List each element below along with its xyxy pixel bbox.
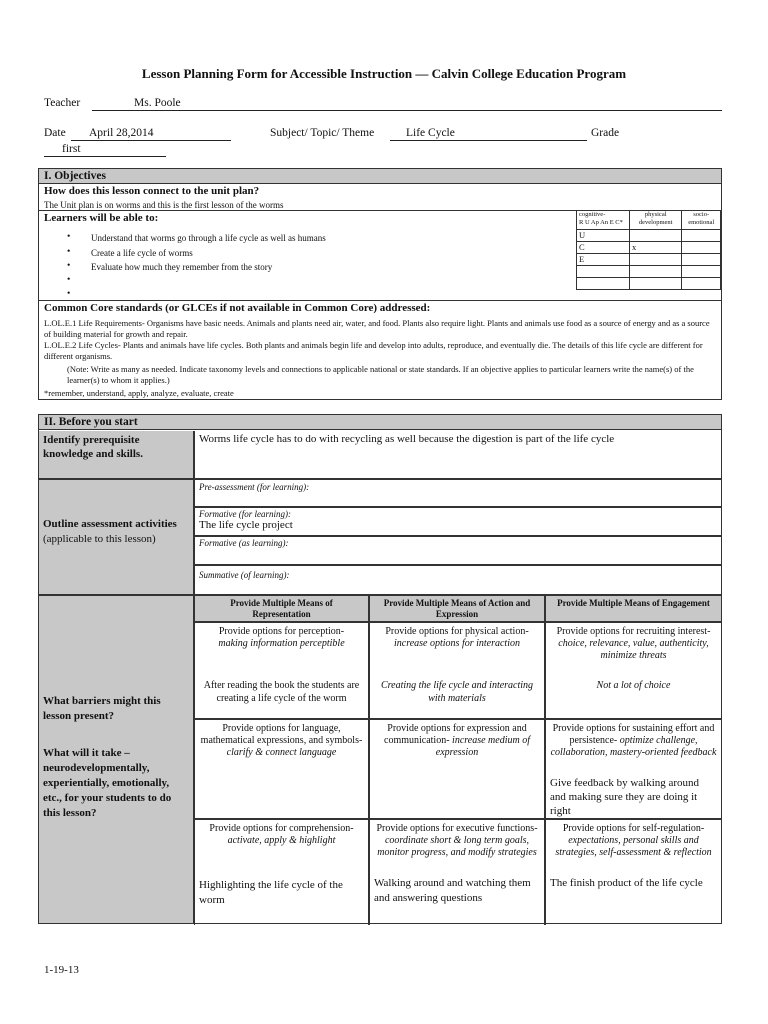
tax-cell <box>682 242 721 254</box>
udl-cell-physical-action: Provide options for physical action- increase options for interaction Creating the life cycle and interacting with materials <box>369 622 545 719</box>
standard-2: L.OL.E.2 Life Cycles- Plants and animals have life cycles. Both plants and animals begin life and develop into adults, reproduce, and eventually die. The details of this life cycle are different for different organisms. <box>44 340 703 361</box>
udl-header-action: Provide Multiple Means of Action and Expression <box>369 595 545 622</box>
udl-answer: Not a lot of choice <box>596 680 671 691</box>
subject-value: Life Cycle <box>406 127 455 139</box>
pre-assessment-cell <box>194 479 721 507</box>
tax-cell <box>629 278 681 290</box>
udl-answer: The finish product of the life cycle <box>550 877 703 889</box>
udl-cell-self-regulation: Provide options for self-regulation- expectations, personal skills and strategies, self-assessment & reflection The finish product of the life cycle <box>545 819 721 925</box>
formative-for-value: The life cycle project <box>199 519 293 531</box>
tax-cell <box>682 278 721 290</box>
formative-as-cell <box>194 536 721 565</box>
date-field <box>71 127 231 141</box>
summative-cell <box>194 565 721 595</box>
taxonomy-footnote: *remember, understand, apply, analyze, evaluate, create <box>44 388 234 398</box>
udl-cell-recruiting-interest: Provide options for recruiting interest- choice, relevance, value, authenticity, minimize threats Not a lot of choice <box>545 622 721 719</box>
footer-code: 1-19-13 <box>44 964 79 976</box>
tax-cell: x <box>629 242 681 254</box>
tax-cell: E <box>577 254 630 266</box>
barriers-question-1: What barriers might this lesson present? <box>43 695 161 722</box>
grade-field <box>44 143 166 157</box>
barriers-label-cell <box>39 595 194 923</box>
taxonomy-header-physical: physical development <box>629 211 681 230</box>
objectives-section: I. Objectives How does this lesson connect to the unit plan? The Unit plan is on worms and this is the first lesson of the worms Learners will be able to: • Understand that worms go through a life cycle as well as humans • Create a life cycle of worms • Evaluate how much they remember from the story • • cognitive- R U Ap An E C* physical development socio- emotional U C x E Common Core standards (or GLCEs if not available in Common Core) addressed: L.OL.E.1 Life Requirements- Organisms have basic needs. Animals and plants need air, water, and food. Plants also require light. Plants and animals use food as a source of energy and as a source of building material for growth and repair. L.OL.E.2 Life Cycles- Plants and animals have life cycles. Both plants and animals begin life and develop into adults, reproduce, and eventually die. The details of this life cycle are different for different organisms. (Note: Write as many as needed. Indicate taxonomy levels and connections to applicable national or state standards. If an objective applies to particular learners write the name(s) of the learner(s) to whom it applies.) *remember, understand, apply, analyze, evaluate, create <box>38 168 722 400</box>
pre-assessment: Pre-assessment (for learning): <box>199 482 310 492</box>
tax-cell <box>629 230 681 242</box>
tax-cell <box>682 254 721 266</box>
barriers-question-2: What will it take – neurodevelopmentally, experientially, emotionally, etc., for your students to do this lesson? <box>43 747 172 819</box>
teacher-value: Ms. Poole <box>134 97 181 109</box>
formative-for: Formative (for learning): <box>199 509 291 519</box>
objective-item: Evaluate how much they remember from the story <box>91 262 273 272</box>
tax-cell <box>629 266 681 278</box>
summative: Summative (of learning): <box>199 570 290 580</box>
udl-answer: Give feedback by walking around and making sure they are doing it right <box>550 777 700 817</box>
connect-answer: The Unit plan is on worms and this is the first lesson of the worms <box>44 200 284 210</box>
subject-field <box>390 127 587 141</box>
before-section <box>38 414 722 924</box>
taxonomy-table <box>576 210 721 290</box>
objective-item: Create a life cycle of worms <box>91 248 193 258</box>
prereq-value: Worms life cycle has to do with recycling as well because the digestion is part of the life cycle <box>199 433 615 445</box>
udl-answer: After reading the book the students are creating a life cycle of the worm <box>203 680 360 704</box>
tax-cell: U <box>577 230 630 242</box>
tax-cell <box>682 266 721 278</box>
udl-header-representation: Provide Multiple Means of Representation <box>194 595 369 622</box>
grade-label: Grade <box>591 127 620 139</box>
udl-cell-executive-functions: Provide options for executive functions- coordinate short & long term goals, monitor progress, and modify strategies Walking around and watching them and answering questions <box>369 819 545 925</box>
assess-label-bold: Outline assessment activities <box>43 518 177 530</box>
udl-cell-comprehension: Provide options for comprehension- activate, apply & highlight Highlighting the life cycle of the worm <box>194 819 369 925</box>
tax-cell <box>629 254 681 266</box>
objective-item: Understand that worms go through a life cycle as well as humans <box>91 233 326 243</box>
tax-cell <box>577 266 630 278</box>
udl-header-engagement: Provide Multiple Means of Engagement <box>545 595 721 622</box>
udl-cell-expression: Provide options for expression and communication- increase medium of expression <box>369 719 545 819</box>
tax-cell: C <box>577 242 630 254</box>
udl-answer: Creating the life cycle and interacting with materials <box>380 680 534 704</box>
date-label: Date <box>44 127 66 139</box>
assess-label-normal: (applicable to this lesson) <box>43 533 156 545</box>
taxonomy-header-cognitive: cognitive- R U Ap An E C* <box>577 211 630 230</box>
objectives-header: I. Objectives <box>39 169 721 184</box>
date-value: April 28,2014 <box>89 127 154 139</box>
tax-cell <box>682 230 721 242</box>
before-header: II. Before you start <box>39 415 721 430</box>
udl-cell-language: Provide options for language, mathematical expressions, and symbols- clarify & connect language <box>194 719 369 819</box>
udl-cell-perception: Provide options for perception- making information perceptible After reading the book the students are creating a life cycle of the worm <box>194 622 369 719</box>
prereq-label-cell <box>39 431 194 479</box>
tax-cell <box>577 278 630 290</box>
udl-cell-sustaining-effort: Provide options for sustaining effort and persistence- optimize challenge, collaboration, mastery-oriented feedback Give feedback by walking around and making sure they are doing it right <box>545 719 721 819</box>
assess-label-cell <box>39 479 194 595</box>
connect-question: How does this lesson connect to the unit plan? <box>44 185 260 197</box>
page-title: Lesson Planning Form for Accessible Instruction — Calvin College Education Program <box>141 66 627 81</box>
formative-as: Formative (as learning): <box>199 538 289 548</box>
udl-answer: Walking around and watching them and answering questions <box>374 877 531 904</box>
grade-value: first <box>62 143 81 155</box>
common-core-heading: Common Core standards (or GLCEs if not available in Common Core) addressed: <box>44 302 431 314</box>
subject-label: Subject/ Topic/ Theme <box>270 127 375 139</box>
standard-1: L.OL.E.1 Life Requirements- Organisms have basic needs. Animals and plants need air, water, and food. Plants also require light. Plants and animals use food as a source of energy and as a source of building material for growth and repair. <box>44 318 710 339</box>
prereq-label: Identify prerequisite knowledge and skills. <box>43 434 143 460</box>
formative-for-cell <box>194 507 721 536</box>
taxonomy-header-socio: socio- emotional <box>682 211 721 230</box>
udl-answer: Highlighting the life cycle of the worm <box>199 879 343 906</box>
learners-heading: Learners will be able to: <box>44 212 159 224</box>
teacher-label: Teacher <box>44 97 81 109</box>
teacher-field <box>92 97 722 111</box>
objectives-note: (Note: Write as many as needed. Indicate taxonomy levels and connections to applicable national or state standards. If an objective applies to particular learners write the name(s) of the learner(s) to whom it applies.) <box>67 364 694 385</box>
prereq-value-cell <box>194 431 721 479</box>
